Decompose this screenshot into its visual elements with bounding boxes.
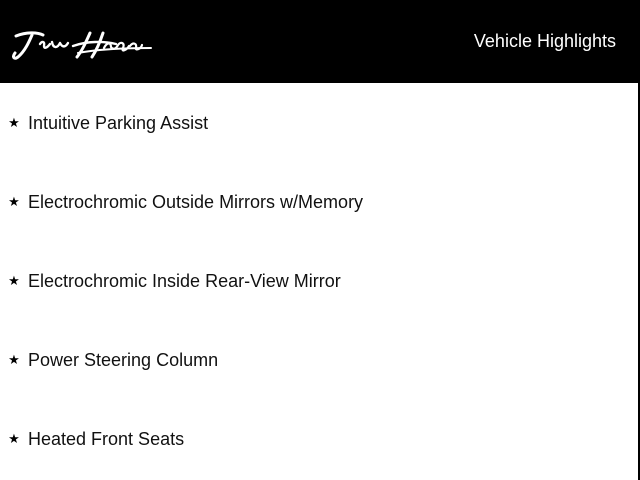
highlights-list <box>0 83 640 480</box>
page-title: Vehicle Highlights <box>473 31 616 51</box>
star-icon: ★ <box>8 431 20 446</box>
highlight-item <box>8 427 184 451</box>
highlight-item <box>8 111 208 135</box>
highlight-item <box>8 348 218 372</box>
star-icon: ★ <box>8 273 20 288</box>
header-bar <box>0 0 640 83</box>
star-icon: ★ <box>8 115 20 130</box>
highlight-label: Electrochromic Outside Mirrors w/Memory <box>28 192 364 212</box>
highlight-label: Electrochromic Inside Rear-View Mirror <box>28 271 341 291</box>
star-icon: ★ <box>8 352 20 367</box>
star-icon: ★ <box>8 194 20 209</box>
highlight-item <box>8 190 363 214</box>
highlight-item <box>8 269 341 293</box>
highlight-label: Intuitive Parking Assist <box>28 113 209 133</box>
highlight-label: Power Steering Column <box>28 350 219 370</box>
jim-hudson-logo <box>12 26 154 62</box>
highlight-label: Heated Front Seats <box>28 429 185 449</box>
